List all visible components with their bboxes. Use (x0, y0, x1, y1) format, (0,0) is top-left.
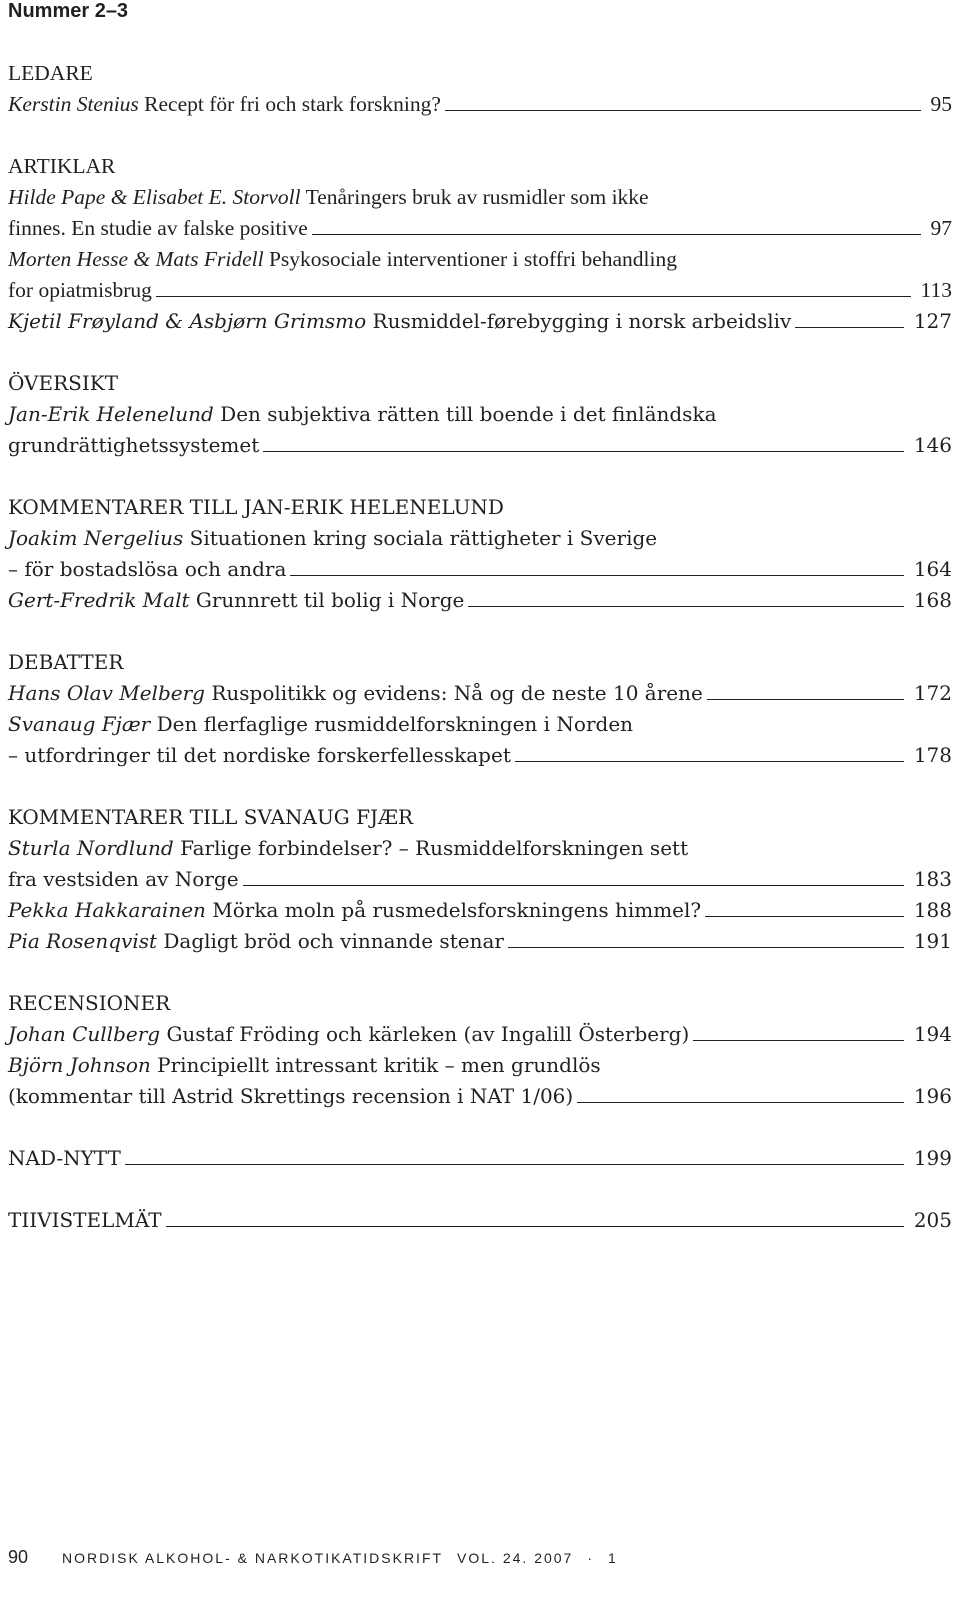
entry-page-number: 127 (913, 309, 952, 333)
toc-entry-line (8, 895, 952, 926)
footer-separator: · (587, 1550, 595, 1566)
entry-title: Principiellt intressant kritik – men grundlös (157, 1053, 601, 1077)
entry-page-number: 188 (913, 898, 952, 922)
section-heading: ÖVERSIKT (8, 371, 119, 395)
entry-page-number: 194 (913, 1022, 952, 1046)
entry-author: Svanaug Fjær (8, 712, 151, 736)
entry-page-number: 168 (913, 588, 952, 612)
entry-title: – utfordringer til det nordiske forskerfellesskapet (8, 743, 511, 767)
toc-entry-line (8, 740, 952, 771)
entry-author: Sturla Nordlund (8, 836, 174, 860)
toc-section (8, 802, 952, 957)
leader-rule (263, 451, 904, 452)
section-heading: KOMMENTARER TILL JAN-ERIK HELENELUND (8, 495, 504, 519)
entry-page-number: 164 (913, 557, 952, 581)
entry-title: Dagligt bröd och vinnande stenar (163, 929, 504, 953)
entry-author: Jan-Erik Helenelund (8, 402, 214, 426)
leader-rule (515, 761, 904, 762)
toc-entry-title-line (8, 833, 952, 864)
issue-label: Nummer 2–3 (8, 0, 129, 22)
entry-author: Joakim Nergelius (8, 526, 184, 550)
entry-author: Kjetil Frøyland & Asbjørn Grimsmo (8, 309, 367, 333)
entry-page-number: 199 (913, 1146, 952, 1170)
toc-entry-line (8, 1019, 952, 1050)
footer-issue: 1 (608, 1550, 618, 1566)
table-of-contents (8, 58, 952, 1267)
entry-page-number: 95 (930, 92, 952, 116)
leader-rule (312, 234, 921, 235)
entry-title: finnes. En studie av falske positive (8, 216, 308, 240)
toc-entry-line (8, 678, 952, 709)
footer-journal-name: NORDISK ALKOHOL- & NARKOTIKATIDSKRIFT (62, 1550, 444, 1566)
entry-page-number: 196 (913, 1084, 952, 1108)
leader-rule (705, 916, 904, 917)
toc-section (8, 988, 952, 1112)
footer-page-number: 90 (8, 1547, 29, 1567)
toc-entry-line (8, 430, 952, 461)
entry-author: Pia Rosenqvist (8, 929, 158, 953)
leader-rule (508, 947, 904, 948)
toc-entry-line (8, 1081, 952, 1112)
leader-rule (166, 1226, 904, 1227)
section-heading: DEBATTER (8, 650, 124, 674)
toc-entry-line (8, 1205, 952, 1236)
entry-page-number: 97 (930, 216, 952, 240)
section-heading: RECENSIONER (8, 991, 171, 1015)
entry-title: Mörka moln på rusmedelsforskningens himmel? (212, 898, 702, 922)
leader-rule (795, 327, 903, 328)
entry-title: TIIVISTELMÄT (8, 1208, 162, 1232)
toc-section (8, 58, 952, 120)
leader-rule (468, 606, 903, 607)
toc-entry-line (8, 275, 952, 306)
entry-title: Situationen kring sociala rättigheter i Sverige (189, 526, 658, 550)
entry-title: NAD-NYTT (8, 1146, 121, 1170)
section-heading: LEDARE (8, 61, 93, 85)
entry-author: Björn Johnson (8, 1053, 151, 1077)
entry-author: Kerstin Stenius (8, 92, 139, 116)
toc-entry-line (8, 864, 952, 895)
leader-rule (290, 575, 903, 576)
toc-entry-title-line (8, 182, 952, 213)
entry-title: (kommentar till Astrid Skrettings recension i NAT 1/06) (8, 1084, 574, 1108)
entry-page-number: 205 (913, 1208, 952, 1232)
entry-title: – för bostadslösa och andra (8, 557, 287, 581)
entry-title: for opiatmisbrug (8, 278, 152, 302)
entry-title: Gustaf Fröding och kärleken (av Ingalill Österberg) (166, 1022, 690, 1046)
leader-rule (243, 885, 904, 886)
entry-page-number: 183 (913, 867, 952, 891)
toc-entry-title-line (8, 399, 952, 430)
entry-author: Johan Cullberg (8, 1022, 161, 1046)
entry-author: Morten Hesse & Mats Fridell (8, 247, 264, 271)
entry-author: Hans Olav Melberg (8, 681, 205, 705)
toc-entry-title-line (8, 1050, 952, 1081)
toc-section (8, 647, 952, 771)
toc-entry-line (8, 1143, 952, 1174)
entry-title: Tenåringers bruk av rusmidler som ikke (305, 185, 649, 209)
entry-page-number: 172 (913, 681, 952, 705)
entry-author: Gert-Fredrik Malt (8, 588, 190, 612)
entry-title: Farlige forbindelser? – Rusmiddelforskningen sett (180, 836, 689, 860)
entry-page-number: 146 (913, 433, 952, 457)
entry-title: Ruspolitikk og evidens: Nå og de neste 10 årene (211, 681, 703, 705)
toc-entry-title-line (8, 244, 952, 275)
toc-entry-title-line (8, 523, 952, 554)
section-heading: KOMMENTARER TILL SVANAUG FJÆR (8, 805, 414, 829)
toc-entry-line (8, 585, 952, 616)
entry-author: Hilde Pape & Elisabet E. Storvoll (8, 185, 301, 209)
entry-title: Rusmiddel-førebygging i norsk arbeidsliv (372, 309, 792, 333)
page-footer (8, 1547, 618, 1568)
entry-title: Psykosociale interventioner i stoffri behandling (268, 247, 677, 271)
toc-entry-line (8, 306, 952, 337)
leader-rule (693, 1040, 904, 1041)
toc-section (8, 151, 952, 337)
section-heading: ARTIKLAR (8, 154, 116, 178)
toc-entry-line (8, 554, 952, 585)
leader-rule (577, 1102, 904, 1103)
entry-title: Recept för fri och stark forskning? (144, 92, 441, 116)
entry-title: grundrättighetssystemet (8, 433, 260, 457)
entry-page-number: 178 (913, 743, 952, 767)
toc-section (8, 492, 952, 616)
entry-author: Pekka Hakkarainen (8, 898, 206, 922)
leader-rule (707, 699, 904, 700)
footer-volume: VOL. 24. 2007 (457, 1550, 574, 1566)
entry-title: Den flerfaglige rusmiddelforskningen i Norden (156, 712, 634, 736)
toc-entry-line (8, 213, 952, 244)
toc-section (8, 368, 952, 461)
leader-rule (156, 296, 911, 297)
leader-rule (445, 110, 921, 111)
entry-page-number: 113 (920, 278, 952, 302)
entry-title: Den subjektiva rätten till boende i det finländska (220, 402, 717, 426)
entry-page-number: 191 (913, 929, 952, 953)
leader-rule (125, 1164, 904, 1165)
toc-entry-line (8, 926, 952, 957)
entry-title: fra vestsiden av Norge (8, 867, 239, 891)
toc-section (8, 1205, 952, 1236)
toc-entry-title-line (8, 709, 952, 740)
entry-title: Grunnrett til bolig i Norge (195, 588, 465, 612)
toc-entry-line (8, 89, 952, 120)
toc-section (8, 1143, 952, 1174)
